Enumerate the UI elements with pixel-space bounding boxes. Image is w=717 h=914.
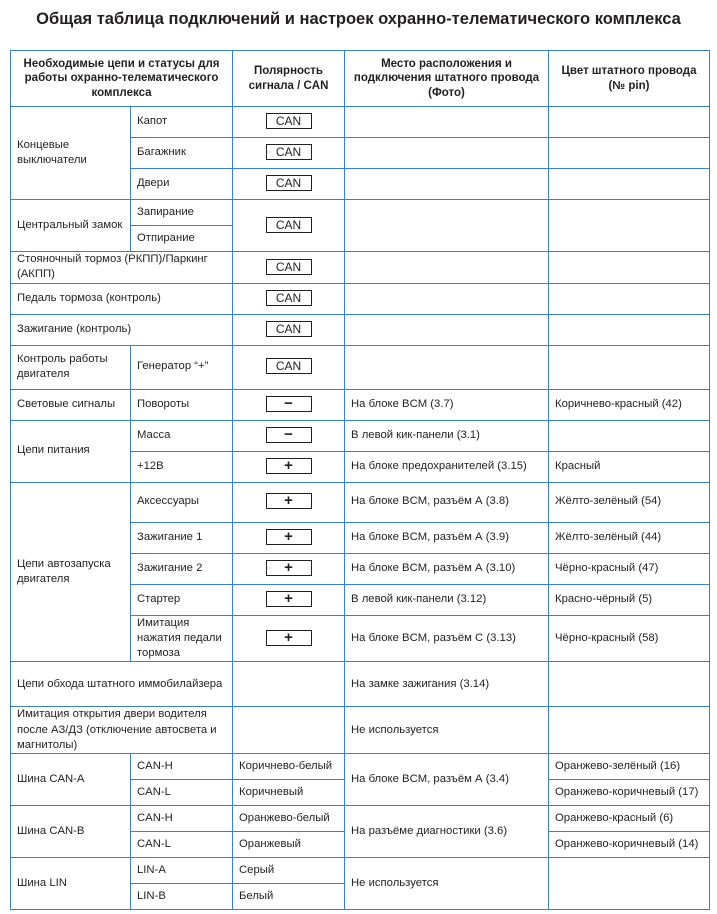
brake-pedal-label: Педаль тормоза (контроль) — [11, 283, 233, 314]
plus-signal-box: + — [266, 493, 312, 509]
can-signal-box: CAN — [266, 175, 312, 191]
plus12-location: На блоке предохранителей (3.15) — [345, 451, 549, 482]
turns-color: Коричнево-красный (42) — [549, 389, 710, 420]
trunk-label: Багажник — [131, 138, 233, 169]
ground-location: В левой кик-панели (3.1) — [345, 420, 549, 451]
table-row — [11, 252, 710, 284]
turns-label: Повороты — [131, 389, 233, 420]
lock-label: Запирание — [131, 200, 233, 226]
can-signal-box: CAN — [266, 113, 312, 129]
door-imit-label: Имитация открытия двери водителя после АЗ/ДЗ (отключение автосвета и магнитолы) — [11, 707, 233, 754]
table-row — [11, 858, 710, 884]
header-row — [11, 51, 710, 107]
can-a-h-color: Оранжево-зелёный (16) — [549, 754, 710, 780]
can-signal-box: CAN — [266, 217, 312, 233]
can-b-h-wire: Оранжево-белый — [233, 806, 345, 832]
can-a-h: CAN-H — [131, 754, 233, 780]
can-b-h: CAN-H — [131, 806, 233, 832]
ignition-label: Зажигание (контроль) — [11, 314, 233, 345]
table-row — [11, 482, 710, 522]
table-row — [11, 107, 710, 138]
can-a-h-wire: Коричнево-белый — [233, 754, 345, 780]
ign2-color: Чёрно-красный (47) — [549, 553, 710, 584]
header-polarity: Полярность сигнала / CAN — [233, 51, 345, 107]
ground-label: Масса — [131, 420, 233, 451]
table-row — [11, 389, 710, 420]
power-label: Цепи питания — [11, 420, 131, 482]
can-b-l: CAN-L — [131, 832, 233, 858]
can-b-l-wire: Оранжевый — [233, 832, 345, 858]
door-imit-location: Не используется — [345, 707, 549, 754]
can-a-l-wire: Коричневый — [233, 780, 345, 806]
central-lock-label: Центральный замок — [11, 200, 131, 252]
table-row — [11, 283, 710, 314]
ign1-label: Зажигание 1 — [131, 522, 233, 553]
table-row — [11, 754, 710, 780]
acc-color: Жёлто-зелёный (54) — [549, 482, 710, 522]
header-circuits: Необходимые цепи и статусы для работы охранно-телематического комплекса — [11, 51, 233, 107]
table-row — [11, 314, 710, 345]
unlock-label: Отпирание — [131, 226, 233, 252]
hood-label: Капот — [131, 107, 233, 138]
page-title: Общая таблица подключений и настроек охранно-телематического комплекса — [36, 10, 681, 28]
table-row — [11, 662, 710, 707]
brake-imit-location: На блоке BCM, разъём С (3.13) — [345, 615, 549, 662]
immo-location: На замке зажигания (3.14) — [345, 662, 549, 707]
can-signal-box: CAN — [266, 144, 312, 160]
lights-label: Световые сигналы — [11, 389, 131, 420]
can-a-location: На блоке BCM, разъём А (3.4) — [345, 754, 549, 806]
plus-signal-box: + — [266, 458, 312, 474]
can-b-location: На разъёме диагностики (3.6) — [345, 806, 549, 858]
starter-color: Красно-чёрный (5) — [549, 584, 710, 615]
table-row — [11, 707, 710, 754]
can-b-label: Шина CAN-B — [11, 806, 131, 858]
autostart-label: Цепи автозапуска двигателя — [11, 482, 131, 662]
connections-table — [10, 50, 710, 910]
lin-label: Шина LIN — [11, 858, 131, 910]
turns-location: На блоке BCM (3.7) — [345, 389, 549, 420]
plus-signal-box: + — [266, 560, 312, 576]
ign2-location: На блоке BCM, разъём А (3.10) — [345, 553, 549, 584]
lin-b: LIN-B — [131, 884, 233, 910]
lin-a: LIN-A — [131, 858, 233, 884]
plus-signal-box: + — [266, 529, 312, 545]
parking-label: Стояночный тормоз (РКПП)/Паркинг (АКПП) — [11, 252, 233, 284]
plus-signal-box: + — [266, 591, 312, 607]
end-switches-label: Концевые выключатели — [11, 107, 131, 200]
acc-label: Аксессуары — [131, 482, 233, 522]
starter-location: В левой кик-панели (3.12) — [345, 584, 549, 615]
lin-b-wire: Белый — [233, 884, 345, 910]
can-signal-box: CAN — [266, 259, 312, 275]
can-a-l-color: Оранжево-коричневый (17) — [549, 780, 710, 806]
ign1-location: На блоке BCM, разъём А (3.9) — [345, 522, 549, 553]
engine-control-label: Контроль работы двигателя — [11, 345, 131, 389]
plus12-label: +12В — [131, 451, 233, 482]
can-b-l-color: Оранжево-коричневый (14) — [549, 832, 710, 858]
can-signal-box: CAN — [266, 358, 312, 374]
ign1-color: Жёлто-зелёный (44) — [549, 522, 710, 553]
plus12-color: Красный — [549, 451, 710, 482]
table-row — [11, 806, 710, 832]
can-signal-box: CAN — [266, 290, 312, 306]
can-a-label: Шина CAN-A — [11, 754, 131, 806]
brake-imit-color: Чёрно-красный (58) — [549, 615, 710, 662]
minus-signal-box: − — [266, 427, 312, 443]
header-color: Цвет штатного провода (№ pin) — [549, 51, 710, 107]
generator-label: Генератор “+” — [131, 345, 233, 389]
header-location: Место расположения и подключения штатного провода (Фото) — [345, 51, 549, 107]
table-row — [11, 200, 710, 226]
plus-signal-box: + — [266, 630, 312, 646]
immo-label: Цепи обхода штатного иммобилайзера — [11, 662, 233, 707]
table-row — [11, 420, 710, 451]
table-row — [11, 345, 710, 389]
minus-signal-box: − — [266, 396, 312, 412]
lin-a-wire: Серый — [233, 858, 345, 884]
doors-label: Двери — [131, 169, 233, 200]
lin-location: Не используется — [345, 858, 549, 910]
can-a-l: CAN-L — [131, 780, 233, 806]
can-b-h-color: Оранжево-красный (6) — [549, 806, 710, 832]
brake-imit-label: Имитация нажатия педали тормоза — [131, 615, 233, 662]
ign2-label: Зажигание 2 — [131, 553, 233, 584]
can-signal-box: CAN — [266, 321, 312, 337]
starter-label: Стартер — [131, 584, 233, 615]
acc-location: На блоке BCM, разъём А (3.8) — [345, 482, 549, 522]
